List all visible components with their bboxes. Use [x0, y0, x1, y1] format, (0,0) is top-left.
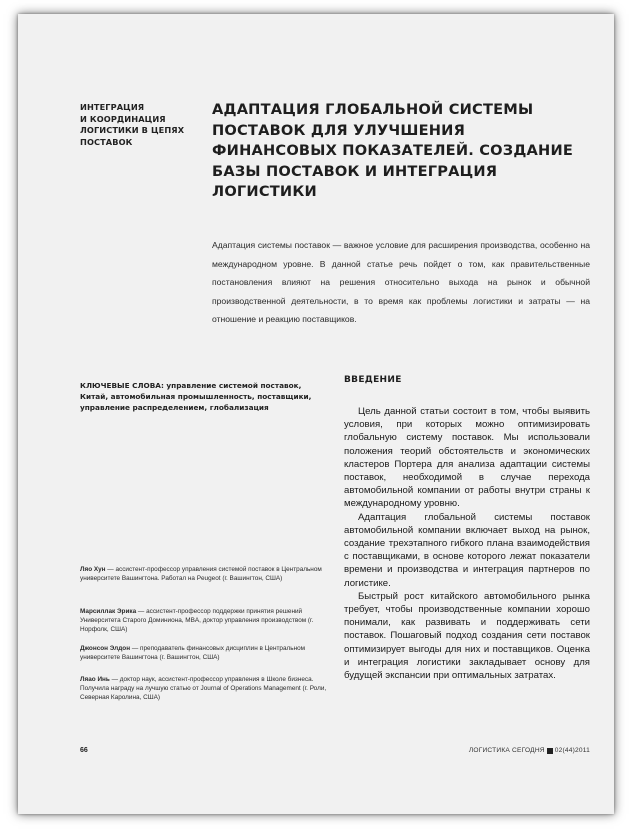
article-title: АДАПТАЦИЯ ГЛОБАЛЬНОЙ СИСТЕМЫ ПОСТАВОК ДЛЯ УЛУЧШЕНИЯ ФИНАНСОВЫХ ПОКАЗАТЕЛЕЙ. СОЗДАНИЕ БАЗЫ ПОСТАВОК И ИНТЕГРАЦИЯ ЛОГИСТИКИ	[212, 101, 574, 200]
section-tag	[80, 102, 200, 148]
intro-paragraph: Цель данной статьи состоит в том, чтобы выявить условия, при которых можно оптимизировать глобальную систему поставок. Мы использовали положения теорий обстоятельств и экономических кластеров Портера для анализа адаптации системы поставок, необходимой в случае перехода автомобильной компании от работы внутри страны к международному уровню.	[344, 406, 590, 510]
intro-body	[344, 405, 590, 682]
intro-paragraph: Быстрый рост китайского автомобильного рынка требует, чтобы производственные компании хорошо понимали, как развивать и поддерживать сети поставок. Пошаговый подход создания сети поставок оптимизирует выгоды для них и поставщиков. Оценка и интеграция логистики закладывает основу для будущей экспансии при оптимальных затратах.	[344, 590, 590, 682]
author-name: Ляао Инь	[80, 676, 110, 683]
journal-name: ЛОГИСТИКА СЕГОДНЯ	[468, 747, 545, 754]
page-number: 66	[80, 747, 88, 754]
author-name: Марсиллак Эрика	[80, 608, 137, 615]
square-bullet-icon	[547, 748, 553, 754]
author-description: — ассистент-профессор поддержки принятия решений Университета Старого Доминиона, MBA, доктор управления производством (г. Норфолк, США)	[80, 608, 314, 633]
intro-paragraph: Адаптация глобальной системы поставок автомобильной компании включает выход на рынок, создание трехэтапного гибкого плана взаимодействия с поставщиками, в основе которого лежат показатели времени и производства и интеграция партнеров по логистике.	[344, 511, 590, 589]
journal-issue: 02(44)2011	[554, 747, 590, 754]
article-abstract: Адаптация системы поставок — важное условие для расширения производства, особенно на международном уровне. В данной статье речь пойдет о том, как правительственные постановления влияют на решения относительно выхода на рынок и обычной производственной деятельности, в то время как проблемы логистики и затраты — на отношение и реакцию поставщиков.	[212, 240, 590, 324]
author-description: — преподаватель финансовых дисциплин в Центральном университете Вашингтона (г. Вашингтон, США)	[80, 645, 306, 661]
keywords: КЛЮЧЕВЫЕ СЛОВА: управление системой поставок, Китай, автомобильная промышленность, поставщики, управление распределением, глобализация	[80, 381, 312, 412]
journal-page	[18, 14, 614, 814]
author-note	[80, 644, 330, 662]
author-note	[80, 565, 330, 583]
author-description: — доктор наук, ассистент-профессор управления в Школе бизнеса. Получила награду на лучшую статью от Journal of Operations Management (г. Роли, Северная Каролина, США)	[80, 676, 327, 701]
intro-heading: ВВЕДЕНИЕ	[344, 375, 402, 385]
section-tag-line: ПОСТАВОК	[80, 136, 133, 147]
author-name: Ляо Хун	[80, 566, 106, 573]
author-description: — ассистент-профессор управления системой поставок в Центральном университете Вашингтона. Работал на Peugeot (г. Вашингтон, США)	[80, 566, 322, 582]
author-name: Джонсон Элдон	[80, 645, 131, 652]
author-note	[80, 607, 330, 634]
author-note	[80, 675, 330, 702]
section-tag-line: И КООРДИНАЦИЯ	[80, 113, 166, 124]
section-tag-line: ЛОГИСТИКИ В ЦЕПЯХ	[80, 125, 185, 135]
section-tag-line: ИНТЕГРАЦИЯ	[80, 102, 145, 112]
journal-footer	[469, 747, 590, 754]
